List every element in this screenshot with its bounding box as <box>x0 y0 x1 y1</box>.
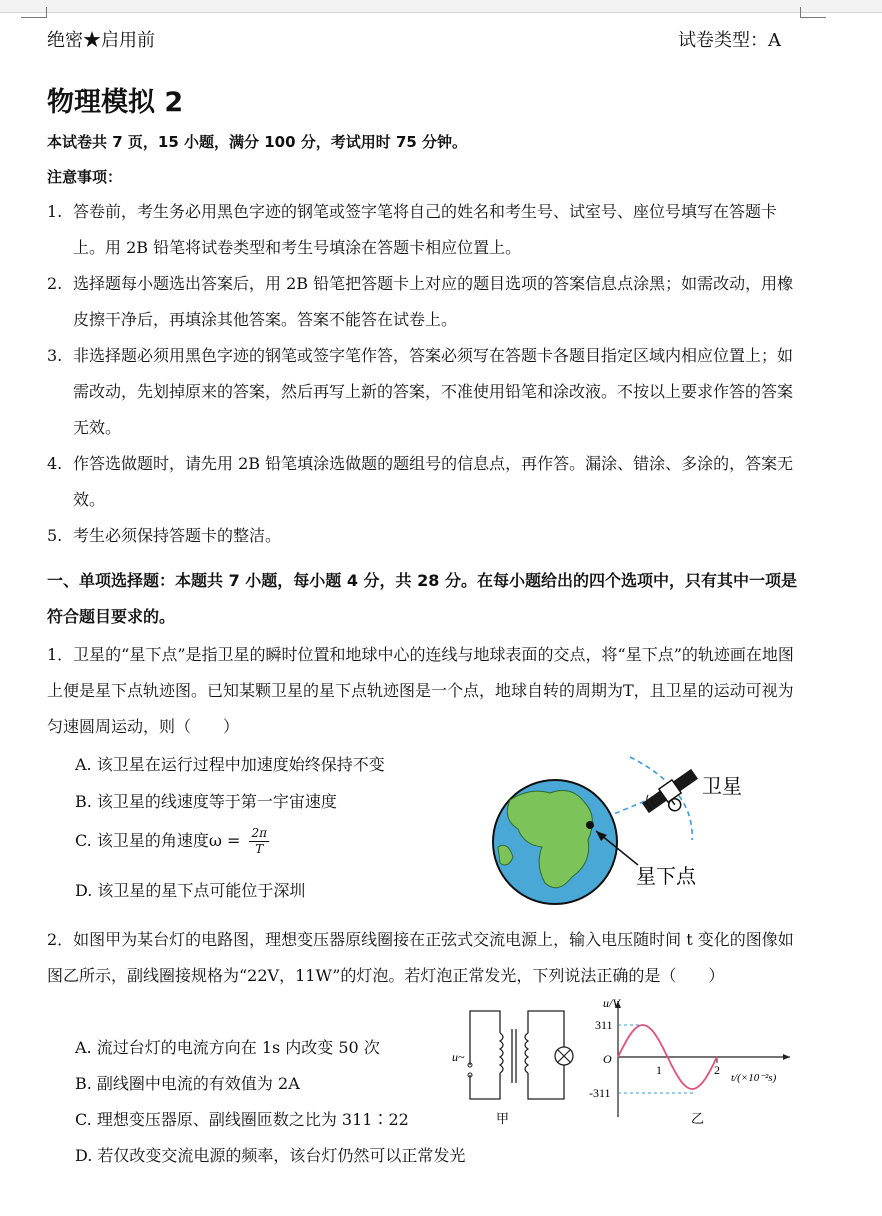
page-title: 物理模拟 2 <box>47 87 184 118</box>
q1-option-d: D. 该卫星的星下点可能位于深圳 <box>75 881 306 900</box>
note-number: 3. <box>47 346 63 365</box>
primary-coil <box>500 1033 503 1077</box>
satellite-icon <box>641 767 706 824</box>
sub-satellite-point <box>586 821 594 829</box>
graph-ylabel: u/V <box>603 996 620 1010</box>
section-heading: 一、单项选择题：本题共 7 小题，每小题 4 分，共 28 分。在每小题给出的四个选项中，只有其中一项是符合题目要求的。 <box>47 571 797 626</box>
note-text: 作答选做题时，请先用 2B 铅笔填涂选做题的题组号的信息点，再作答。漏涂、错涂、多涂的，答案无效。 <box>73 454 794 509</box>
fraction-denominator: T <box>255 842 264 856</box>
note-item <box>47 518 807 554</box>
note-number: 2. <box>47 274 63 293</box>
note-text: 答卷前，考生务必用黑色字迹的钢笔或签字笔将自己的姓名和考生号、试室号、座位号填写在答题卡上。用 2B 铅笔将试卷类型和考生号填涂在答题卡相应位置上。 <box>73 202 778 257</box>
figure-yi-label: 乙 <box>691 1111 705 1126</box>
figure-jia-label: 甲 <box>496 1111 510 1126</box>
secondary-coil <box>525 1033 528 1073</box>
crop-mark-left <box>21 17 47 18</box>
note-number: 5. <box>47 526 63 545</box>
graph-xlabel: t/(×10⁻²s) <box>731 1072 777 1084</box>
note-item <box>47 194 807 266</box>
fraction-numerator: 2π <box>251 826 268 840</box>
crop-mark-left-vertical <box>46 7 47 17</box>
graph-origin: O <box>603 1052 612 1066</box>
crop-mark-right-vertical <box>800 7 801 17</box>
viewer-top-bar <box>0 0 882 13</box>
q1-option-c <box>75 826 269 857</box>
graph-ymax: 311 <box>595 1018 613 1032</box>
q2-option-b: B. 副线圈中电流的有效值为 2A <box>75 1074 300 1093</box>
exam-intro: 本试卷共 7 页，15 小题，满分 100 分，考试用时 75 分钟。 <box>47 133 468 151</box>
q2-option-c: C. 理想变压器原、副线圈匝数之比为 311∶22 <box>75 1110 409 1129</box>
note-item <box>47 338 807 446</box>
note-number: 1. <box>47 202 63 221</box>
q1-option-b: B. 该卫星的线速度等于第一宇宙速度 <box>75 792 337 811</box>
graph-xtick-2: 2 <box>714 1063 720 1077</box>
q1-option-a: A. 该卫星在运行过程中加速度始终保持不变 <box>75 755 385 774</box>
satellite-figure <box>480 745 760 905</box>
question-2-stem: 2．如图甲为某台灯的电路图，理想变压器原线圈接在正弦式交流电源上，输入电压随时间 t 变化的图像如图乙所示，副线圈接规格为“22V，11W”的灯泡。若灯泡正常发光，下列说法正确的是（ ） <box>47 930 794 985</box>
question-1-stem: 1．卫星的“星下点”是指卫星的瞬时位置和地球中心的连线与地球表面的交点，将“星下点”的轨迹画在地图上便是星下点轨迹图。已知某颗卫星的星下点轨迹图是一个点，地球自转的周期为T，且卫星的运动可视为匀速圆周运动，则（ ） <box>47 645 794 736</box>
notes-title: 注意事项： <box>47 168 123 186</box>
q2-option-a: A. 流过台灯的电流方向在 1s 内改变 50 次 <box>75 1038 380 1057</box>
note-item <box>47 446 807 518</box>
note-number: 4. <box>47 454 63 473</box>
note-item <box>47 266 807 338</box>
note-text: 选择题每小题选出答案后，用 2B 铅笔把答题卡上对应的题目选项的答案信息点涂黑；如需改动，用橡皮擦干净后，再填涂其他答案。答案不能答在试卷上。 <box>73 274 794 329</box>
fraction <box>249 826 269 857</box>
voltage-graph <box>585 995 797 1130</box>
graph-ymin: -311 <box>589 1086 611 1100</box>
note-text: 考生必须保持答题卡的整洁。 <box>73 526 282 545</box>
note-text: 非选择题必须用黑色字迹的钢笔或签字笔作答，答案必须写在答题卡各题目指定区域内相应位置上；如需改动，先划掉原来的答案，然后再写上新的答案，不准使用铅笔和涂改液。不按以上要求作答的答案无效。 <box>73 346 794 437</box>
confidential-label: 绝密★启用前 <box>47 30 155 51</box>
paper-type-label: 试卷类型：A <box>678 30 781 51</box>
crop-mark-right <box>800 17 826 18</box>
circuit-diagram <box>450 1005 580 1130</box>
q2-option-d: D. 若仅改变交流电源的频率，该台灯仍然可以正常发光 <box>75 1146 466 1165</box>
satellite-label: 卫星 <box>702 776 742 798</box>
q1-option-c-text: C. 该卫星的角速度ω = <box>75 831 241 850</box>
notes-list <box>47 194 807 554</box>
sub-point-label: 星下点 <box>636 866 696 888</box>
graph-xtick-1: 1 <box>656 1063 662 1077</box>
source-label: u~ <box>452 1050 465 1064</box>
